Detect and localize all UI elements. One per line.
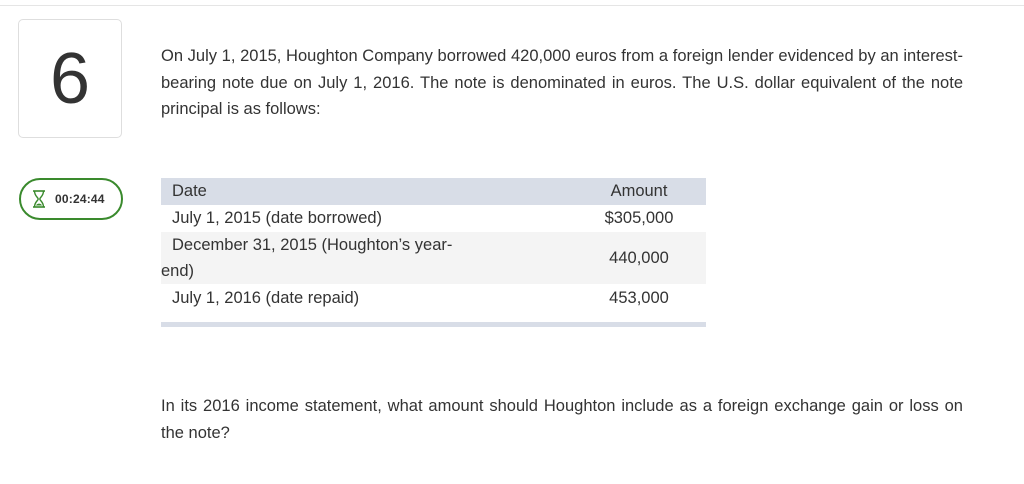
date-cell-line: end) xyxy=(161,262,195,280)
timer-badge xyxy=(19,178,123,220)
timer-text: 00:24:44 xyxy=(55,192,105,206)
header-amount: Amount xyxy=(542,178,706,205)
date-cell: July 1, 2015 (date borrowed) xyxy=(172,209,383,227)
question-prompt: In its 2016 income statement, what amount should Houghton include as a foreign exchange gain or loss on the note? xyxy=(161,397,963,442)
table-row xyxy=(161,232,706,284)
table-bottom-border xyxy=(161,322,706,327)
question-number-box xyxy=(18,19,122,138)
date-cell-line: December 31, 2015 (Houghton’s year- xyxy=(172,236,453,254)
hourglass-icon xyxy=(32,190,46,208)
exchange-rate-table xyxy=(161,178,706,312)
table-row xyxy=(161,205,706,232)
amount-cell: $305,000 xyxy=(604,209,674,227)
question-number: 6 xyxy=(49,38,91,119)
date-cell xyxy=(161,232,542,284)
amount-cell: 440,000 xyxy=(542,232,706,284)
table-row xyxy=(161,284,706,312)
top-divider xyxy=(0,5,1024,6)
date-cell: July 1, 2016 (date repaid) xyxy=(172,288,360,307)
header-date: Date xyxy=(161,178,542,205)
question-intro: On July 1, 2015, Houghton Company borrowed 420,000 euros from a foreign lender evidenced by an interest-bearing note due on July 1, 2016. The note is denominated in euros. The U.S. dollar equivalent of the note principal is as follows: xyxy=(161,47,963,118)
amount-cell: 453,000 xyxy=(609,288,669,307)
table-header-row xyxy=(161,178,706,205)
